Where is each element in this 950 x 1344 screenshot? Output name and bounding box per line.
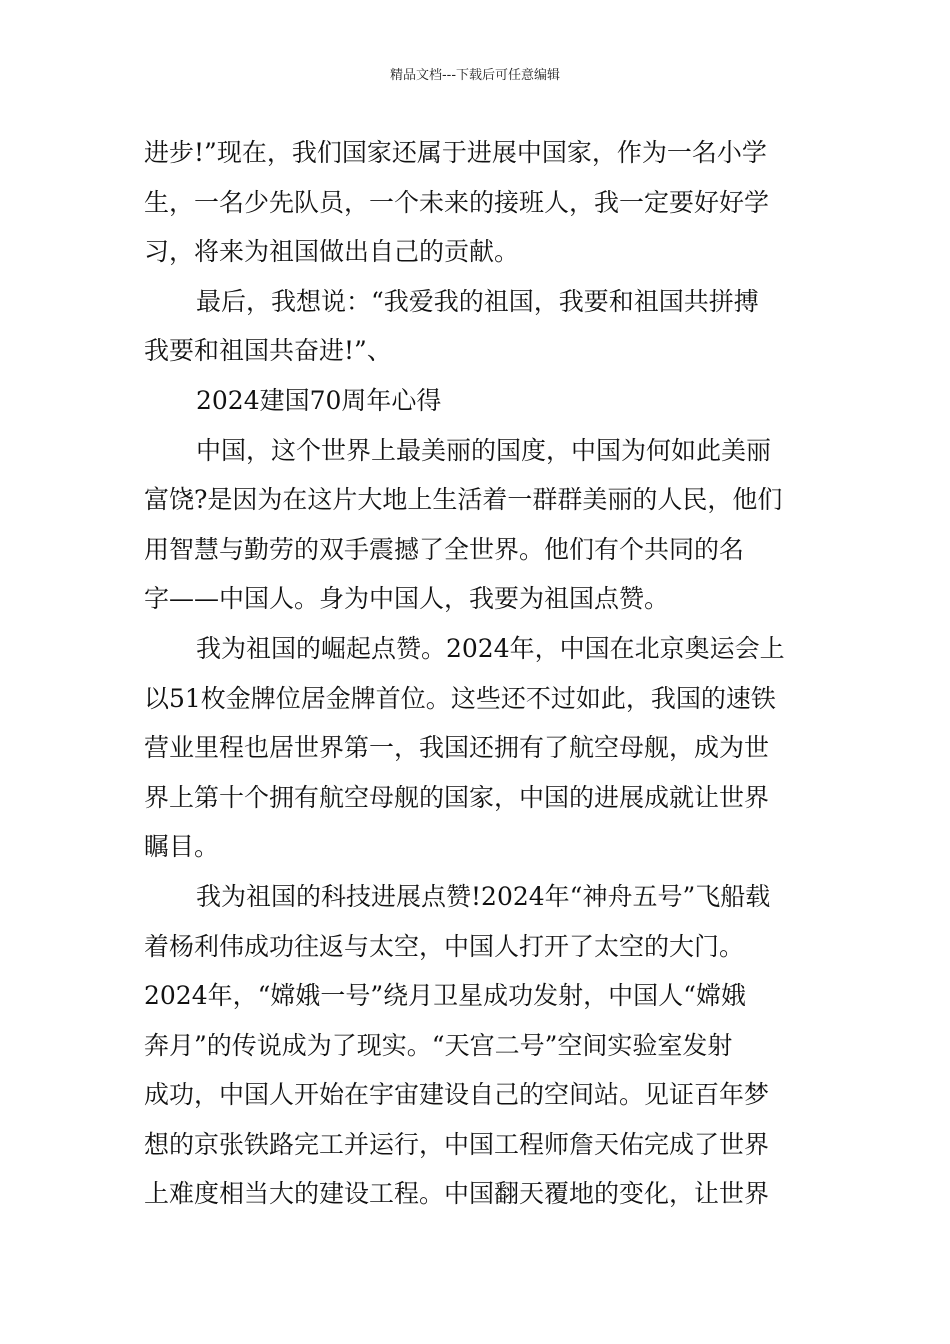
- text-line-13: 营业里程也居世界第一，我国还拥有了航空母舰，成为世: [144, 733, 770, 763]
- text-line-4: 最后，我想说：“我爱我的祖国，我要和祖国共拼搏: [196, 286, 759, 316]
- page-header: 精品文档---下载后可任意编辑: [389, 68, 561, 83]
- text-line-3: 习，将来为祖国做出自己的贡献。: [144, 237, 520, 267]
- text-line-14: 界上第十个拥有航空母舰的国家，中国的进展成就让世界: [144, 782, 770, 812]
- text-line-22: 上难度相当大的建设工程。中国翻天覆地的变化，让世界: [144, 1179, 770, 1209]
- document-body: [144, 128, 808, 1219]
- text-line-1: 进步!”现在，我们国家还属于进展中国家，作为一名小学: [144, 138, 767, 167]
- text-line-17: 着杨利伟成功往返与太空，中国人打开了太空的大门。: [144, 931, 745, 961]
- text-line-16: 我为祖国的科技进展点赞!2024年“神舟五号”飞船载: [196, 881, 771, 911]
- text-line-20: 成功，中国人开始在宇宙建设自己的空间站。见证百年梦: [144, 1080, 770, 1110]
- text-line-12: 以51枚金牌位居金牌首位。这些还不过如此，我国的速铁: [144, 683, 776, 713]
- text-line-19: 奔月”的传说成为了现实。“天宫二号”空间实验室发射: [144, 1030, 733, 1060]
- text-line-9: 用智慧与勤劳的双手震撼了全世界。他们有个共同的名: [144, 534, 745, 564]
- text-line-5: 我要和祖国共奋进!”、: [144, 336, 392, 366]
- text-line-2: 生，一名少先队员，一个未来的接班人，我一定要好好学: [144, 187, 770, 217]
- text-line-11: 我为祖国的崛起点赞。2024年，中国在北京奥运会上: [196, 633, 785, 663]
- text-line-8: 富饶?是因为在这片大地上生活着一群群美丽的人民，他们: [144, 485, 783, 515]
- text-line-7: 中国，这个世界上最美丽的国度，中国为何如此美丽: [196, 435, 772, 465]
- section-title: 2024建国70周年心得: [196, 385, 442, 415]
- text-line-18: 2024年，“嫦娥一号”绕月卫星成功发射，中国人“嫦娥: [144, 981, 746, 1011]
- text-line-10: 字——中国人。身为中国人，我要为祖国点赞。: [144, 584, 670, 614]
- text-line-21: 想的京张铁路完工并运行，中国工程师詹天佑完成了世界: [144, 1129, 770, 1159]
- text-line-15: 瞩目。: [144, 832, 220, 862]
